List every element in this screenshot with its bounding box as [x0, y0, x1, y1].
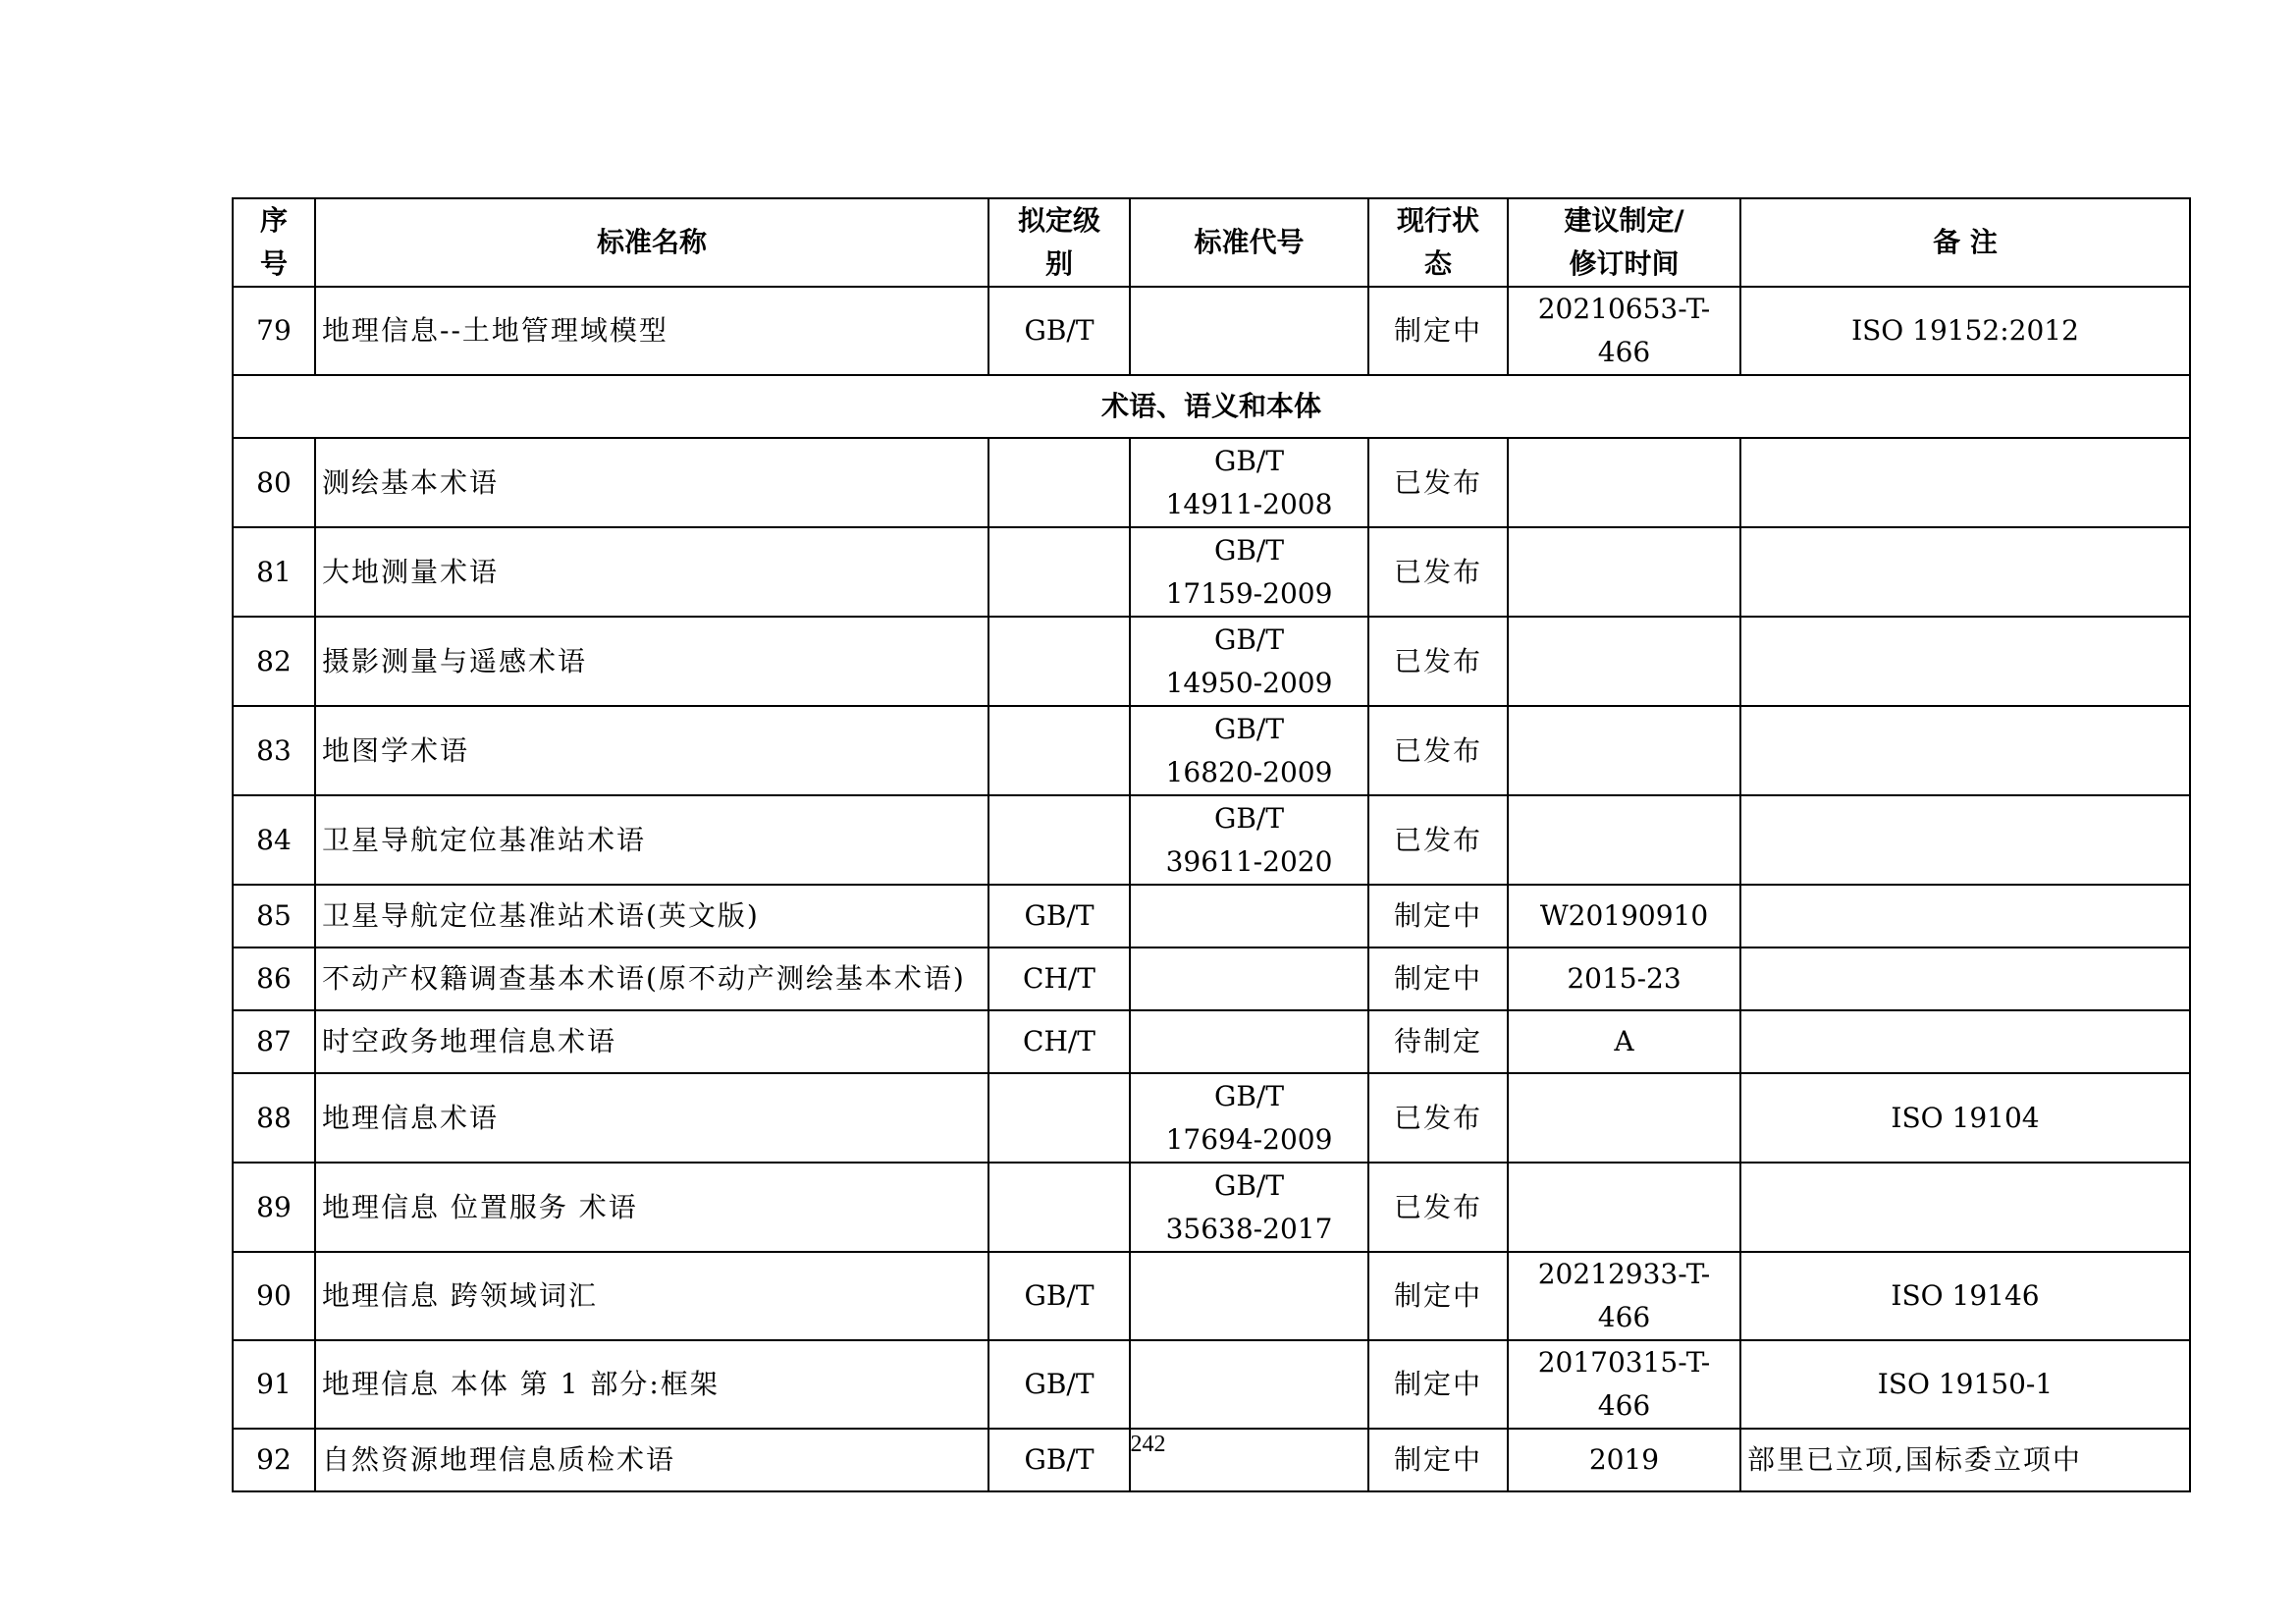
cell-status: 已发布: [1368, 1163, 1508, 1252]
cell-seq: 86: [233, 947, 315, 1010]
header-level: [988, 198, 1130, 287]
standards-table: [232, 197, 2191, 1492]
cell-status: 已发布: [1368, 527, 1508, 617]
cell-time: [1508, 527, 1740, 617]
cell-status: 制定中: [1368, 287, 1508, 375]
header-seq: [233, 198, 315, 287]
page-number: 242: [1130, 1432, 1166, 1457]
table-row: [233, 706, 2190, 795]
cell-level: GB/T: [988, 885, 1130, 947]
cell-level: [988, 706, 1130, 795]
cell-time: [1508, 1073, 1740, 1163]
cell-code: GB/T 16820-2009: [1130, 706, 1368, 795]
cell-name: 测绘基本术语: [315, 438, 988, 527]
cell-seq: 87: [233, 1010, 315, 1073]
cell-time: 2019: [1508, 1429, 1740, 1491]
cell-time: A: [1508, 1010, 1740, 1073]
cell-note: [1740, 706, 2190, 795]
table-row: [233, 617, 2190, 706]
cell-time: [1508, 795, 1740, 885]
cell-note: [1740, 617, 2190, 706]
cell-code: GB/T 17694-2009: [1130, 1073, 1368, 1163]
cell-time: 20170315-T-466: [1508, 1340, 1740, 1429]
cell-code: [1130, 287, 1368, 375]
cell-seq: 88: [233, 1073, 315, 1163]
cell-status: 制定中: [1368, 1429, 1508, 1491]
cell-seq: 90: [233, 1252, 315, 1340]
cell-code: GB/T 14950-2009: [1130, 617, 1368, 706]
cell-status: 已发布: [1368, 1073, 1508, 1163]
cell-code: [1130, 885, 1368, 947]
cell-status: 制定中: [1368, 1252, 1508, 1340]
cell-note: [1740, 795, 2190, 885]
cell-time: 20212933-T-466: [1508, 1252, 1740, 1340]
cell-time: [1508, 1163, 1740, 1252]
cell-status: 制定中: [1368, 947, 1508, 1010]
cell-note: [1740, 947, 2190, 1010]
cell-seq: 92: [233, 1429, 315, 1491]
cell-name: 地理信息 本体 第 1 部分:框架: [315, 1340, 988, 1429]
cell-time: 2015-23: [1508, 947, 1740, 1010]
table-row: [233, 287, 2190, 375]
cell-name: 地理信息 跨领域词汇: [315, 1252, 988, 1340]
cell-note: ISO 19152:2012: [1740, 287, 2190, 375]
table-row: [233, 1010, 2190, 1073]
table-row: [233, 795, 2190, 885]
cell-level: [988, 1073, 1130, 1163]
cell-status: 已发布: [1368, 706, 1508, 795]
table-header-row: [233, 198, 2190, 287]
cell-status: 已发布: [1368, 438, 1508, 527]
cell-note: [1740, 1010, 2190, 1073]
table-row: [233, 947, 2190, 1010]
cell-seq: 89: [233, 1163, 315, 1252]
cell-note: [1740, 885, 2190, 947]
cell-code: [1130, 947, 1368, 1010]
cell-code: [1130, 1340, 1368, 1429]
header-status-text: 现行状 态: [1396, 204, 1479, 280]
cell-code: [1130, 1010, 1368, 1073]
cell-seq: 91: [233, 1340, 315, 1429]
cell-status: 制定中: [1368, 1340, 1508, 1429]
cell-time: 20210653-T-466: [1508, 287, 1740, 375]
section-header-row: [233, 375, 2190, 438]
cell-status: 已发布: [1368, 617, 1508, 706]
cell-name: 自然资源地理信息质检术语: [315, 1429, 988, 1491]
cell-seq: 79: [233, 287, 315, 375]
table-row: [233, 1163, 2190, 1252]
cell-seq: 83: [233, 706, 315, 795]
cell-level: [988, 438, 1130, 527]
cell-note: ISO 19150-1: [1740, 1340, 2190, 1429]
cell-name: 摄影测量与遥感术语: [315, 617, 988, 706]
cell-name: 卫星导航定位基准站术语: [315, 795, 988, 885]
cell-note: ISO 19104: [1740, 1073, 2190, 1163]
cell-level: GB/T: [988, 1429, 1130, 1491]
cell-name: 地理信息--土地管理域模型: [315, 287, 988, 375]
cell-level: [988, 527, 1130, 617]
header-name: [315, 198, 988, 287]
cell-seq: 80: [233, 438, 315, 527]
header-name-text: 标准名称: [596, 226, 707, 258]
cell-seq: 84: [233, 795, 315, 885]
cell-status: 制定中: [1368, 885, 1508, 947]
cell-status: 待制定: [1368, 1010, 1508, 1073]
cell-level: CH/T: [988, 947, 1130, 1010]
cell-name: 地理信息 位置服务 术语: [315, 1163, 988, 1252]
cell-level: [988, 617, 1130, 706]
cell-name: 地图学术语: [315, 706, 988, 795]
cell-code: GB/T 39611-2020: [1130, 795, 1368, 885]
header-time: [1508, 198, 1740, 287]
cell-code: GB/T 35638-2017: [1130, 1163, 1368, 1252]
table-row: [233, 1340, 2190, 1429]
table-row: [233, 1073, 2190, 1163]
cell-note: [1740, 438, 2190, 527]
header-level-text: 拟定级 别: [1017, 204, 1100, 280]
cell-code: GB/T 17159-2009: [1130, 527, 1368, 617]
cell-time: [1508, 438, 1740, 527]
header-code-text: 标准代号: [1194, 226, 1305, 258]
cell-seq: 82: [233, 617, 315, 706]
cell-level: CH/T: [988, 1010, 1130, 1073]
cell-name: 时空政务地理信息术语: [315, 1010, 988, 1073]
table-body: [233, 287, 2190, 1491]
cell-level: [988, 1163, 1130, 1252]
header-time-text: 建议制定/ 修订时间: [1564, 204, 1684, 280]
section-title: 术语、语义和本体: [233, 375, 2190, 438]
cell-name: 不动产权籍调查基本术语(原不动产测绘基本术语): [315, 947, 988, 1010]
cell-note: 部里已立项,国标委立项中: [1740, 1429, 2190, 1491]
cell-time: W20190910: [1508, 885, 1740, 947]
cell-code: GB/T 14911-2008: [1130, 438, 1368, 527]
cell-level: GB/T: [988, 287, 1130, 375]
cell-seq: 81: [233, 527, 315, 617]
cell-code: [1130, 1252, 1368, 1340]
cell-level: [988, 795, 1130, 885]
cell-name: 卫星导航定位基准站术语(英文版): [315, 885, 988, 947]
cell-note: ISO 19146: [1740, 1252, 2190, 1340]
table-row: [233, 885, 2190, 947]
header-status: [1368, 198, 1508, 287]
table-row: [233, 1252, 2190, 1340]
cell-name: 大地测量术语: [315, 527, 988, 617]
table-row: [233, 438, 2190, 527]
cell-level: GB/T: [988, 1340, 1130, 1429]
header-note-text: 备 注: [1933, 226, 1998, 258]
header-seq-text: 序 号: [259, 204, 288, 280]
cell-note: [1740, 1163, 2190, 1252]
cell-time: [1508, 706, 1740, 795]
cell-name: 地理信息术语: [315, 1073, 988, 1163]
cell-status: 已发布: [1368, 795, 1508, 885]
cell-time: [1508, 617, 1740, 706]
table-row: [233, 527, 2190, 617]
cell-note: [1740, 527, 2190, 617]
cell-seq: 85: [233, 885, 315, 947]
header-code: [1130, 198, 1368, 287]
header-note: [1740, 198, 2190, 287]
cell-level: GB/T: [988, 1252, 1130, 1340]
